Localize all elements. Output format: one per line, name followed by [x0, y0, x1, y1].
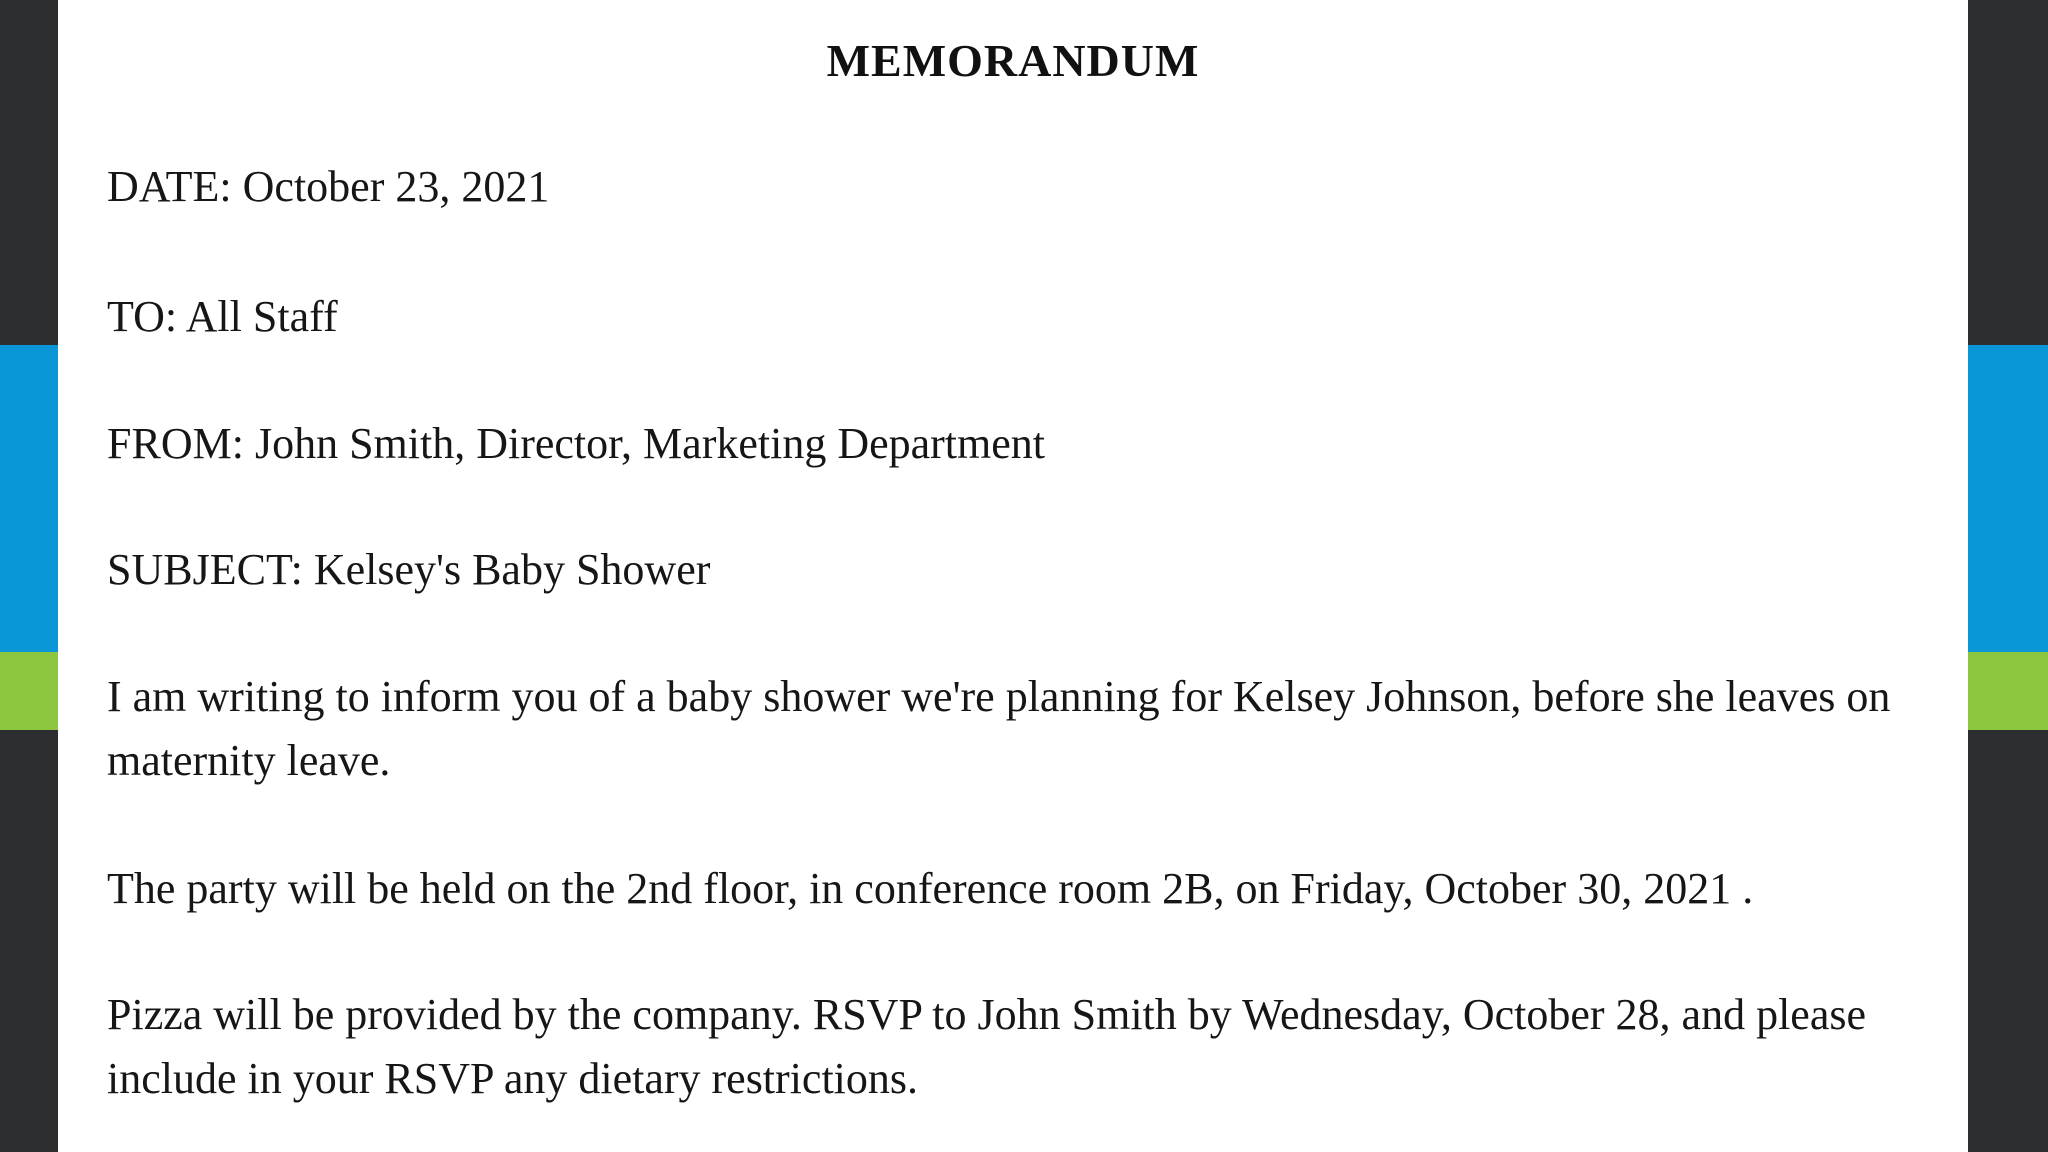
- memo-paragraph-rsvp: Pizza will be provided by the company. RSVP to John Smith by Wednesday, October 28, and please include in your RSVP any dietary restrictions.: [107, 990, 1867, 1103]
- memo-title: MEMORANDUM: [826, 35, 1200, 86]
- memo-to-line: TO: All Staff: [107, 292, 338, 341]
- memo-paragraph-location: The party will be held on the 2nd floor, in conference room 2B, on Friday, October 30, 2021 .: [107, 864, 1754, 913]
- memo-page: [58, 0, 1968, 1152]
- memo-date-line: DATE: October 23, 2021: [107, 162, 550, 211]
- memo-subject-line: SUBJECT: Kelsey's Baby Shower: [107, 545, 711, 594]
- memo-from-line: FROM: John Smith, Director, Marketing Department: [107, 419, 1046, 468]
- memo-paragraph-intro: I am writing to inform you of a baby shower we're planning for Kelsey Johnson, before she leaves on maternity leave.: [107, 672, 1891, 785]
